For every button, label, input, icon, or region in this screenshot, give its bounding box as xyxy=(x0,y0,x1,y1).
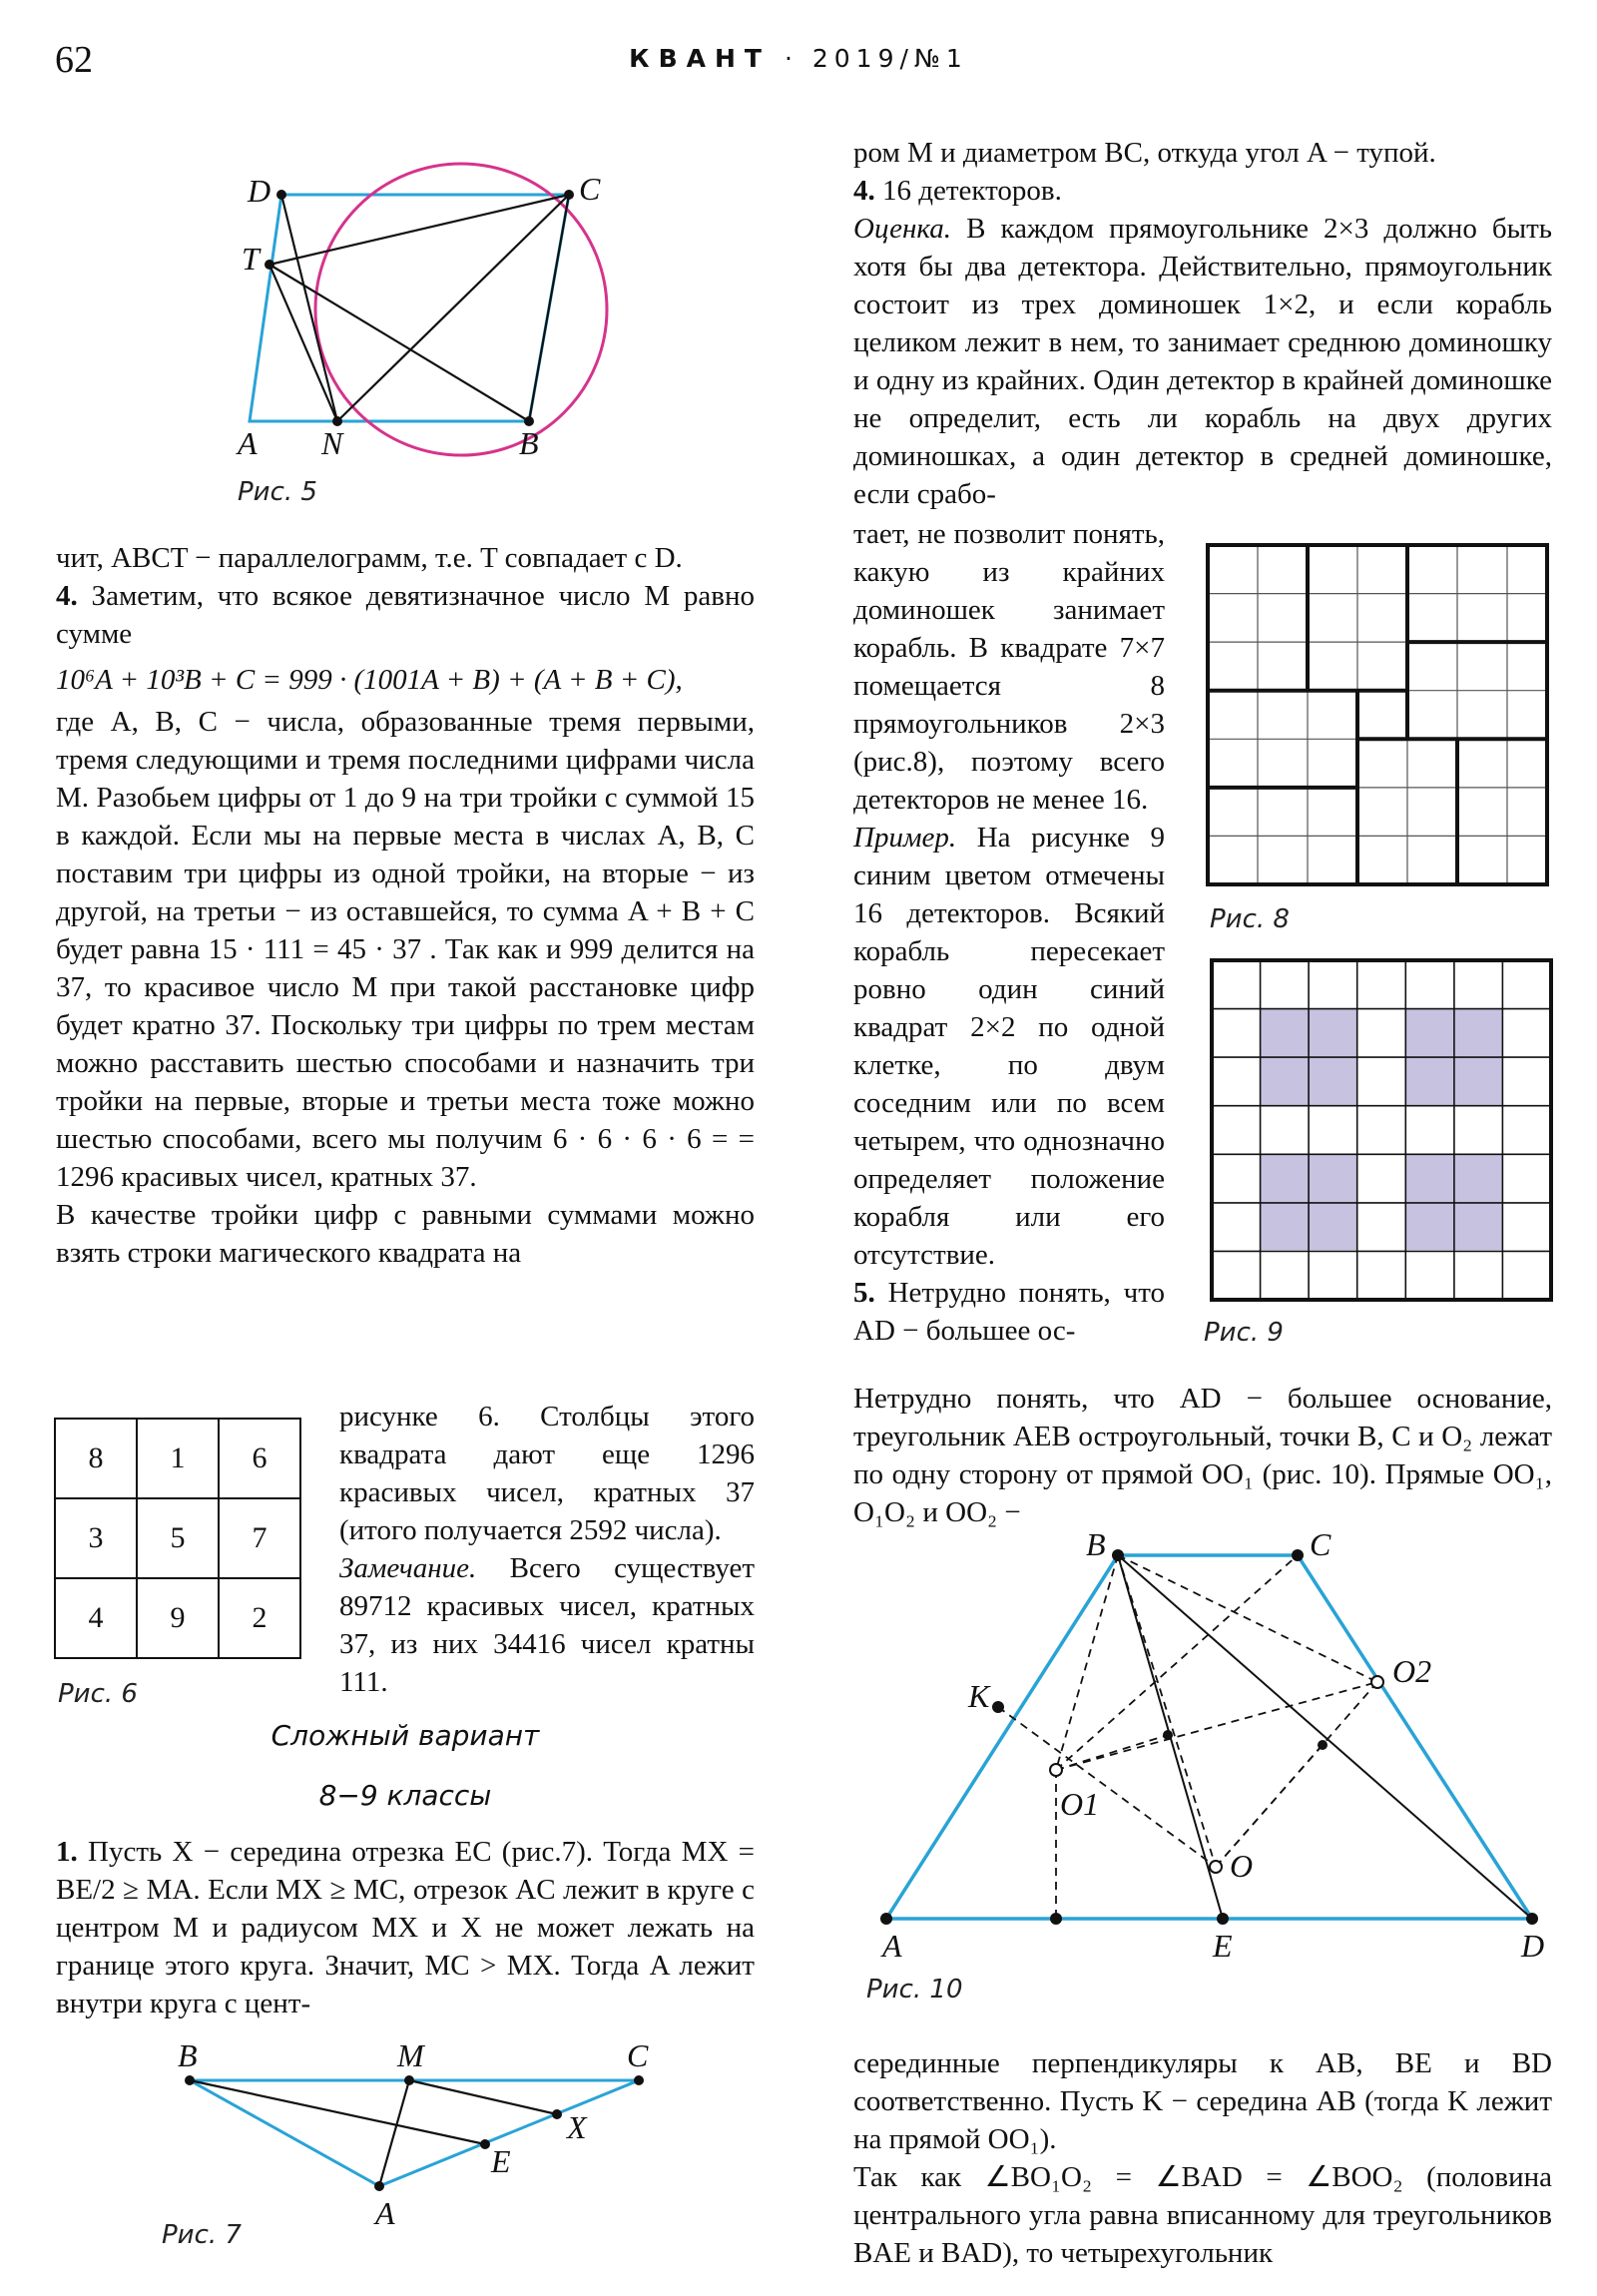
magic-cell: 7 xyxy=(219,1498,300,1578)
left-text-block-1 xyxy=(56,539,755,1272)
right-paragraph-6b: Нетрудно понять, что AD − большее основание, треугольник AEB остроугольный, точки B, C и O₂ лежат по одну сторону от прямой OO₁ (рис. 10). Прямые OO₁, O₁O₂ и OO₂ − xyxy=(853,1383,1552,1528)
figure-9 xyxy=(1212,960,1561,1310)
fig6-caption: Рис. 6 xyxy=(58,1679,138,1709)
fig5-label-t: T xyxy=(242,241,260,277)
magic-cell: 8 xyxy=(55,1419,137,1498)
fig10-label-o1: O1 xyxy=(1060,1786,1100,1822)
answer-4-number: 4. xyxy=(853,175,875,207)
fig10-label-o: O xyxy=(1230,1848,1254,1884)
left-paragraph-6: Всего существует 89712 красивых чисел, кратных 37, из них 34416 чисел кратны 111. xyxy=(339,1552,756,1698)
fig10-label-a: A xyxy=(882,1928,902,1964)
fig5-label-b: B xyxy=(519,425,539,461)
fig10-caption: Рис. 10 xyxy=(866,1975,963,2005)
remark-label: Замечание. xyxy=(339,1552,477,1584)
fig7-label-c: C xyxy=(627,2037,649,2073)
fig9-caption: Рис. 9 xyxy=(1204,1318,1284,1348)
issue-label: · 2019/№1 xyxy=(784,44,968,73)
right-paragraph-5: На рисунке 9 синим цветом отмечены 16 детекторов. Всякий корабль пересекает ровно один синий квадрат 2×2 по одной клетке, по двум соседним или по всем четырем, что однозначно определяет положение корабля или его отсутствие. xyxy=(853,822,1165,1271)
figure-6-magic-square xyxy=(54,1418,301,1659)
fig7-label-m: M xyxy=(397,2037,424,2073)
right-text-block-1 xyxy=(853,134,1552,513)
fig5-label-c: C xyxy=(579,171,601,207)
figure-8 xyxy=(1208,545,1557,894)
right-text-block-4 xyxy=(853,2044,1552,2272)
left-paragraph-5: рисунке 6. Столбцы этого квадрата дают еще 1296 красивых чисел, кратных 37 (итого получается 2592 числа). xyxy=(339,1401,755,1546)
figure-5 xyxy=(230,170,649,459)
right-paragraph-6a: Нетрудно понять, что AD − большее ос- xyxy=(853,1277,1165,1347)
left-text-block-2 xyxy=(339,1398,755,1701)
estimate-label: Оценка. xyxy=(853,213,952,245)
fig10-label-d: D xyxy=(1521,1928,1545,1964)
fig10-label-b: B xyxy=(1086,1526,1106,1562)
magic-cell: 2 xyxy=(219,1578,300,1658)
magic-cell: 6 xyxy=(219,1419,300,1498)
right-paragraph-3: В каждом прямоугольнике 2×3 должно быть хотя бы два детектора. Действительно, прямоугольник состоит из трех доминошек 1×2, и если корабль целиком лежит в нем, то занимает среднюю доминошку и одну из крайних. Один детектор в крайней доминошке не определит, есть ли корабль на двух других доминошках, а один детектор в средней доминошке, если срабо- xyxy=(853,213,1552,510)
fig5-label-n: N xyxy=(321,425,343,461)
left-paragraph-7: Пусть X − середина отрезка EC (рис.7). Тогда MX = BE/2 ≥ MA. Если MX ≥ MC, отрезок AC лежит в круге с центром M и радиусом MX и X не может лежать на границе этого круга. Значит, MC > MX. Тогда A лежит внутри круга с цент- xyxy=(56,1836,756,2019)
right-text-block-2 xyxy=(853,515,1165,1350)
journal-title: КВАНТ xyxy=(629,44,771,73)
fig5-label-d: D xyxy=(248,173,271,209)
left-paragraph-3: где A, B, C − числа, образованные тремя первыми, тремя следующими и тремя последними цифрами числа M. Разобьем цифры от 1 до 9 на три тройки с суммой 15 в каждой. Если мы на первые места в числах A, B, C поставим три цифры из одной тройки, на вторые − из другой, на третьи − из оставшейся, то сумма A + B + C будет равна 15 · 111 = 45 · 37 . Так как и 999 делится на 37, то красивое число M при такой расстановке цифр будет кратно 37. Поскольку три цифры по трем местам можно расставить шестью способами и назначить три тройки на первые, вторые и третьи места тоже можно шестью способами, всего мы получим 6 · 6 · 6 · 6 = = 1296 красивых чисел, кратных 37. xyxy=(56,706,755,1193)
figure-7 xyxy=(170,2037,669,2236)
figure-10 xyxy=(868,1526,1557,1964)
problem-1-number: 1. xyxy=(56,1836,78,1868)
running-header xyxy=(0,44,1597,73)
problem-5-number: 5. xyxy=(853,1277,875,1309)
magic-cell: 4 xyxy=(55,1578,137,1658)
circumcircle xyxy=(315,164,607,455)
section-title: Сложный вариант xyxy=(270,1719,540,1752)
fig10-label-c: C xyxy=(1310,1526,1331,1562)
fig10-label-o2: O2 xyxy=(1392,1653,1432,1689)
fig7-caption: Рис. 7 xyxy=(162,2220,242,2250)
left-text-block-3 xyxy=(56,1833,755,2022)
fig10-label-k: K xyxy=(968,1678,990,1714)
section-subtitle: 8−9 классы xyxy=(318,1779,492,1812)
magic-cell: 9 xyxy=(137,1578,219,1658)
right-paragraph-2: 16 детекторов. xyxy=(882,175,1062,207)
fig10-label-e: E xyxy=(1213,1928,1233,1964)
fig7-label-e: E xyxy=(491,2143,511,2179)
right-text-block-3 xyxy=(853,1380,1552,1531)
magic-cell: 1 xyxy=(137,1419,219,1498)
fig7-label-x: X xyxy=(567,2109,587,2145)
right-paragraph-1: ром M и диаметром BC, откуда угол A − тупой. xyxy=(853,137,1436,169)
formula: 10⁶A + 10³B + C = 999 · (1001A + B) + (A + B + C), xyxy=(56,664,683,696)
fig8-caption: Рис. 8 xyxy=(1210,904,1290,934)
problem-4-number: 4. xyxy=(56,580,78,612)
fig7-label-b: B xyxy=(178,2037,198,2073)
right-paragraph-8: Так как ∠BO₁O₂ = ∠BAD = ∠BOO₂ (половина центрального угла равна вписанному для треугольников BAE и BAD), то четырехугольник xyxy=(853,2161,1552,2269)
magic-cell: 3 xyxy=(55,1498,137,1578)
fig5-caption: Рис. 5 xyxy=(238,477,317,507)
right-paragraph-4: тает, не позволит понять, какую из крайних доминошек занимает корабль. В квадрате 7×7 помещается 8 прямоугольников 2×3 (рис.8), поэтому всего детекторов не менее 16. xyxy=(853,518,1165,816)
fig5-label-a: A xyxy=(238,425,258,461)
right-paragraph-7: серединные перпендикуляры к AB, BE и BD соответственно. Пусть K − середина AB (тогда K лежит на прямой OO₁). xyxy=(853,2047,1552,2155)
left-paragraph-1: чит, ABCT − параллелограмм, т.е. T совпадает с D. xyxy=(56,542,683,574)
left-paragraph-4: В качестве тройки цифр с равными суммами можно взять строки магического квадрата на xyxy=(56,1199,755,1269)
example-label: Пример. xyxy=(853,822,957,854)
magic-cell: 5 xyxy=(137,1498,219,1578)
page-number: 62 xyxy=(55,39,93,81)
fig7-label-a: A xyxy=(375,2195,395,2231)
left-paragraph-2: Заметим, что всякое девятизначное число M равно сумме xyxy=(56,580,755,650)
